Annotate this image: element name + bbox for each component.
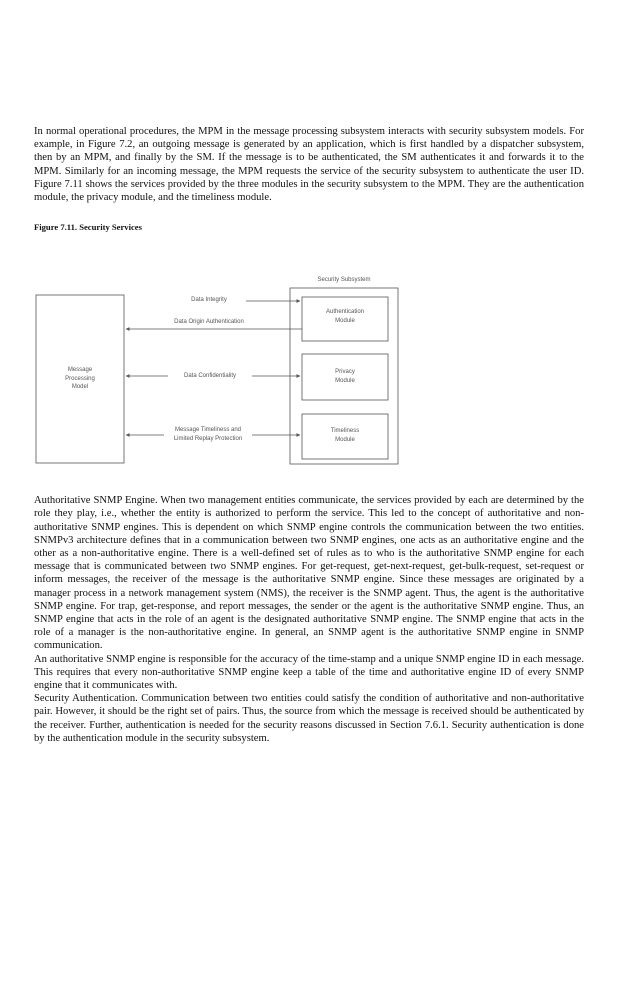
timeliness-module-line1: Timeliness	[330, 428, 360, 435]
data-confidentiality-label: Data Confidentiality	[183, 373, 237, 380]
authentication-module-label	[302, 308, 388, 325]
mpm-label-line3: Model	[71, 384, 89, 391]
document-page	[34, 125, 584, 745]
authentication-module-line2: Module	[335, 317, 355, 324]
data-origin-auth-label: Data Origin Authentication	[174, 319, 244, 326]
mpm-label-line1: Message	[67, 367, 93, 374]
figure-caption: Figure 7.11. Security Services	[34, 222, 142, 233]
paragraph-security-authentication: Security Authentication. Communication between two entities could satisfy the condition of authoritative and non-authoritative pair. However, it should be the right set of pairs. Thus, the source from which the message is received should be authenticated by the receiver. Further, authentication is needed for the security reasons discussed in Section 7.6.1. Security authentication is done by the authentication module in the security subsystem.	[34, 693, 584, 744]
timeliness-service-line2: Limited Replay Protection	[173, 435, 243, 442]
paragraph-responsibility: An authoritative SNMP engine is responsible for the accuracy of the time-stamp and a unique SNMP engine ID in each message. This requires that every non-authoritative SNMP engine keep a table of the time and authoritative engine ID of every SNMP engine that it communicates with.	[34, 653, 584, 692]
mpm-label	[36, 366, 124, 392]
privacy-module-line1: Privacy	[335, 369, 355, 376]
privacy-module-line2: Module	[335, 377, 355, 384]
mpm-label-line2: Processing	[65, 375, 95, 382]
privacy-module-label	[302, 368, 388, 385]
paragraph-intro: In normal operational procedures, the MPM in the message processing subsystem interacts with security subsystem models. For example, in Figure 7.2, an outgoing message is generated by an application, which is first handled by a dispatcher subsystem, then by an MPM, and finally by the SM. If the message is to be authenticated, the SM authenticates it and forwards it to the MPM. Similarly for an incoming message, the MPM requests the service of the security subsystem to authenticate the user ID. Figure 7.11 shows the services provided by the three modules in the security subsystem to the MPM. They are the authentication module, the privacy module, and the timeliness module.	[34, 126, 584, 204]
security-subsystem-label: Security Subsystem	[317, 277, 371, 284]
paragraph-authoritative-engine: Authoritative SNMP Engine. When two management entities communicate, the services provided by each are determined by the role they play, i.e., whether the entity is authorized to perform the service. This led to the concept of authoritative and non-authoritative SNMP engines. This is dependent on which SNMP engine controls the communication between the two entities. SNMPv3 architecture defines that in a communication between two SNMP engines, one acts as an authoritative engine and the other as a non-authoritative engine. There is a well-defined set of rules as to who is the authoritative SNMP engine for each message that is communicated between two SNMP engines. For get-request, get-next-request, get-bulk-request, set-request or inform messages, the receiver of the message is the authoritative SNMP engine. Since these messages are originated by a manager process in a network management system (NMS), the receiver is the SNMP agent. Thus, the agent is the authoritative SNMP engine. For trap, get-response, and report messages, the sender or the agent is the authoritative SNMP engine. Thus, an SNMP engine that acts in the role of an agent is the designated authoritative SNMP engine. The SNMP engine that acts in the role of a manager is the non-authoritative engine. In general, an SNMP agent is the authoritative SNMP engine in SNMP communication.	[34, 495, 584, 652]
security-services-diagram	[34, 262, 584, 494]
timeliness-module-line2: Module	[335, 436, 355, 443]
authentication-module-line1: Authentication	[325, 309, 365, 316]
timeliness-service-line1: Message Timeliness and	[174, 427, 242, 434]
data-integrity-label: Data Integrity	[191, 297, 227, 304]
timeliness-service-label	[158, 426, 258, 443]
timeliness-module-label	[302, 427, 388, 444]
